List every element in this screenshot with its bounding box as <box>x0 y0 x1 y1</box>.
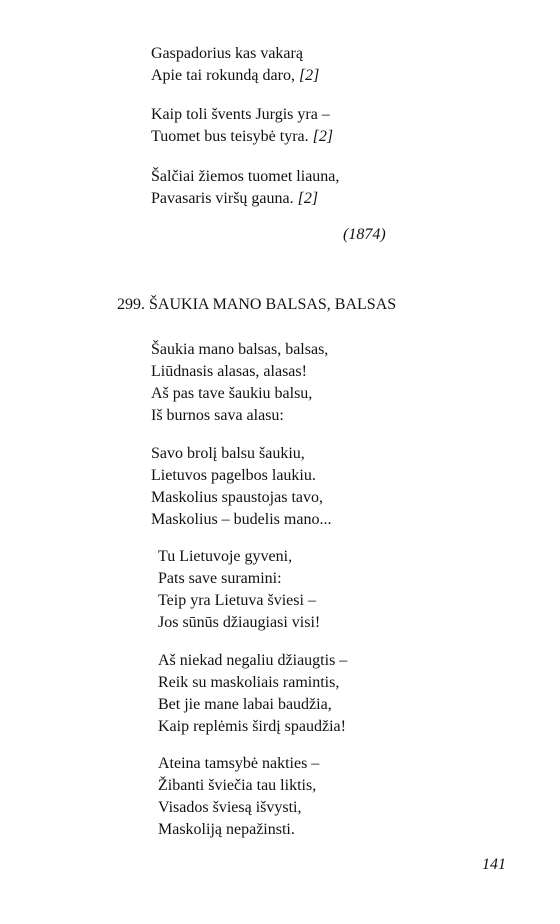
verse-line: Šaukia mano balsas, balsas, <box>151 341 329 358</box>
verse-line: Visados šviesą išvysti, <box>158 799 302 816</box>
verse-line: Teip yra Lietuva šviesi – <box>158 592 316 609</box>
verse-line: Maskolius spaustojas tavo, <box>151 489 323 506</box>
verse-line: Kaip toli švents Jurgis yra – <box>151 106 330 123</box>
verse-line: Gaspadorius kas vakarą <box>151 45 303 62</box>
stanza-top-2 <box>151 104 333 148</box>
stanza-4 <box>158 650 347 738</box>
verse-line: Pavasaris viršų gauna. [2] <box>151 190 319 207</box>
verse-line: Ateina tamsybė nakties – <box>158 755 320 772</box>
stanza-top-3 <box>151 166 339 210</box>
verse-line: Apie tai rokundą daro, [2] <box>151 67 320 84</box>
poem-title: ŠAUKIA MANO BALSAS, BALSAS <box>149 296 397 313</box>
poem-number: 299. <box>117 296 145 313</box>
stanza-2 <box>151 443 331 531</box>
verse-line: Jos sūnūs džiaugiasi visi! <box>158 614 321 631</box>
verse-line: Kaip replėmis širdį spaudžia! <box>158 718 346 735</box>
verse-line: Maskoliją nepažinsti. <box>158 821 295 838</box>
verse-line: Aš niekad negaliu džiaugtis – <box>158 652 348 669</box>
verse-line: Lietuvos pagelbos laukiu. <box>151 467 316 484</box>
verse-line: Liūdnasis alasas, alasas! <box>151 363 307 380</box>
refrain-marker: [2] <box>298 67 320 84</box>
verse-line: Iš burnos sava alasu: <box>151 407 284 424</box>
page-number: 141 <box>482 856 506 873</box>
stanza-5 <box>158 753 319 841</box>
poem-heading <box>117 296 396 314</box>
verse-line: Bet jie mane labai baudžia, <box>158 696 332 713</box>
verse-line: Šalčiai žiemos tuomet liauna, <box>151 168 340 185</box>
stanza-3 <box>158 546 320 634</box>
verse-line: Žibanti šviečia tau liktis, <box>158 777 317 794</box>
refrain-marker: [2] <box>297 190 319 207</box>
stanza-1 <box>151 339 328 427</box>
stanza-top-1 <box>151 43 319 87</box>
verse-line: Reik su maskoliais ramintis, <box>158 674 340 691</box>
verse-line: Savo brolį balsu šaukiu, <box>151 445 305 462</box>
verse-line: Tuomet bus teisybė tyra. [2] <box>151 128 334 145</box>
verse-line: Maskolius – budelis mano... <box>151 511 332 528</box>
refrain-marker: [2] <box>312 128 334 145</box>
verse-line: Aš pas tave šaukiu balsu, <box>151 385 313 402</box>
poem-date: (1874) <box>343 226 386 243</box>
verse-line: Pats save suramini: <box>158 570 282 587</box>
verse-line: Tu Lietuvoje gyveni, <box>158 548 293 565</box>
